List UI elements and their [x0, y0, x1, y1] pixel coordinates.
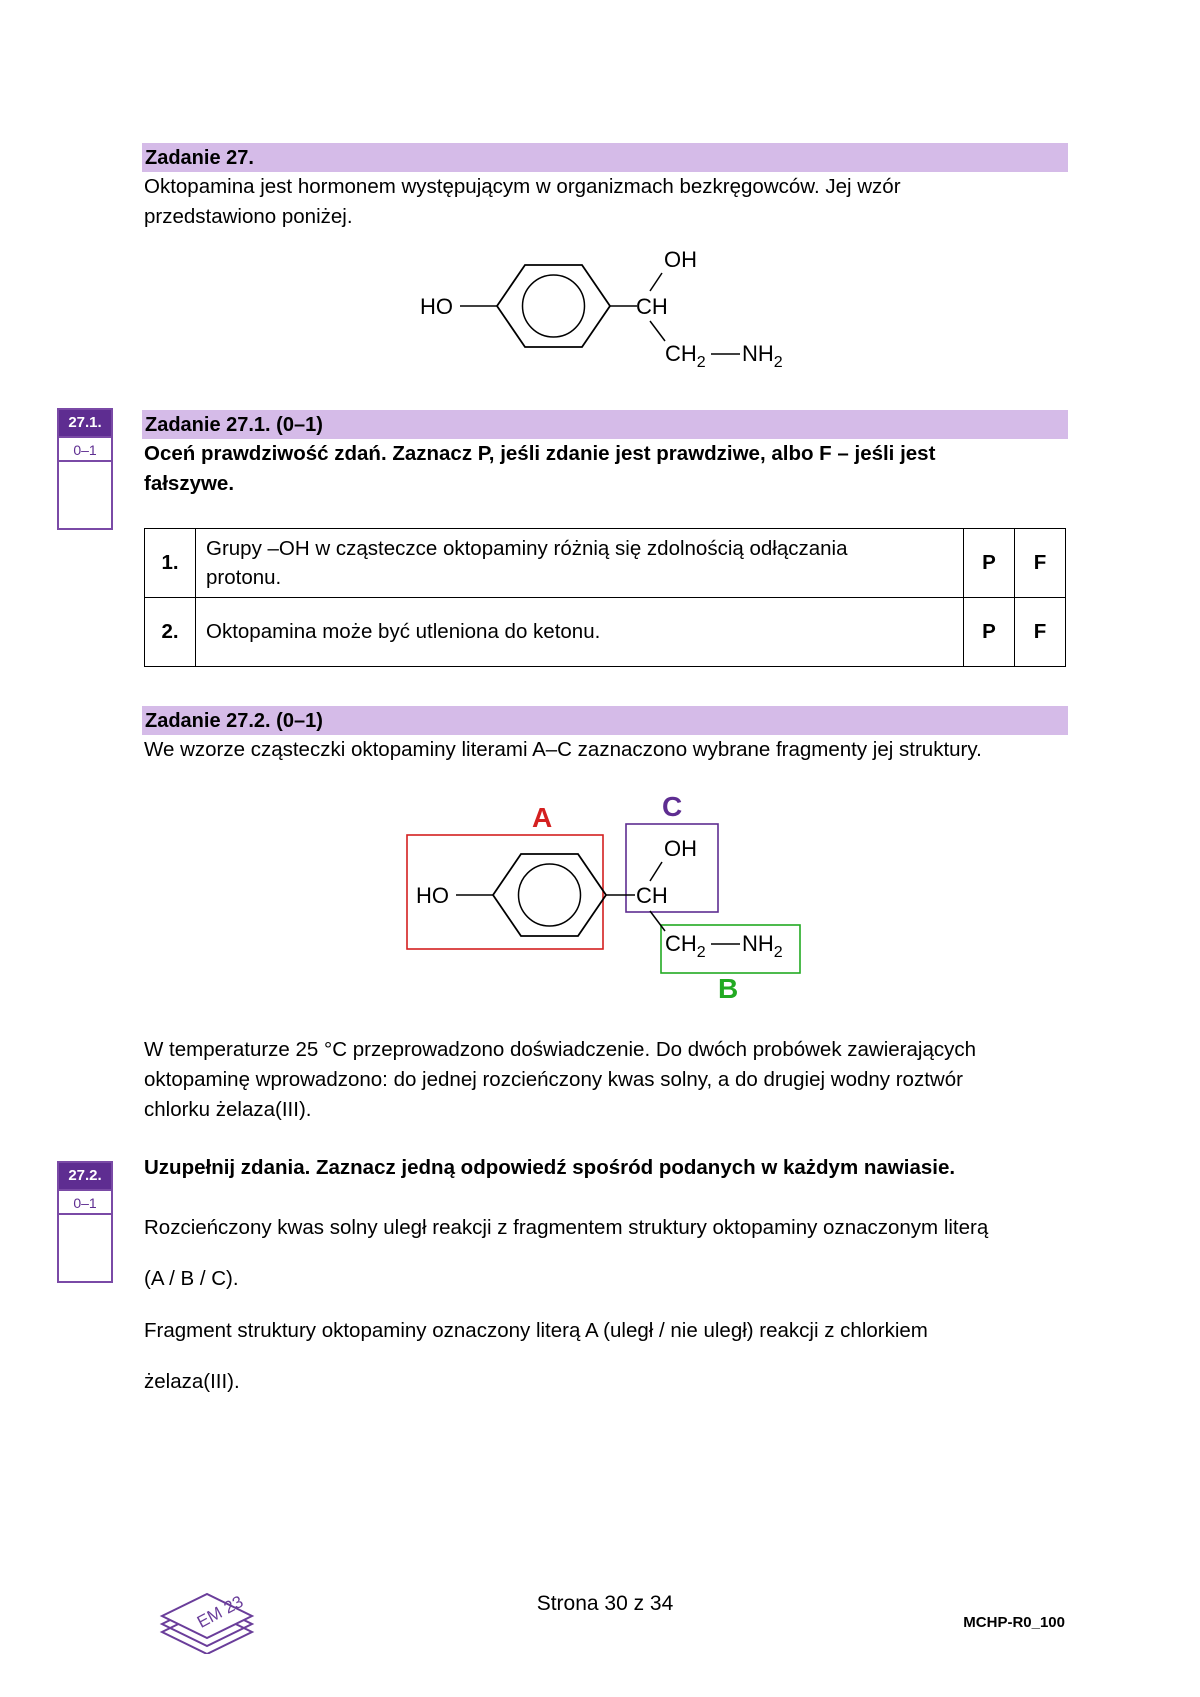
row-number: 1. — [145, 529, 196, 598]
task27-intro-line2: przedstawiono poniżej. — [144, 205, 353, 228]
score-box-points: 0–1 — [59, 436, 111, 462]
formula-oh: OH — [664, 836, 697, 861]
task27-1-instruction — [144, 439, 1074, 499]
task27-2-intro: We wzorze cząsteczki oktopaminy literami A–C zaznaczono wybrane fragmenty jej struktury. — [144, 738, 982, 761]
sentence-2-line2: żelaza(III). — [144, 1370, 240, 1393]
row-statement: Oktopamina może być utleniona do ketonu. — [196, 598, 964, 667]
formula-ch: CH — [636, 883, 668, 908]
task27-1-instruction-line1: Oceń prawdziwość zdań. Zaznacz P, jeśli zdanie jest prawdziwe, albo F – jeśli jest — [144, 442, 936, 465]
octopamine-formula-labeled — [400, 788, 820, 1008]
exam-code: MCHP-R0_100 — [963, 1614, 1065, 1631]
row-statement-line1: Grupy –OH w cząsteczce oktopaminy różnią się zdolnością odłączania — [206, 537, 848, 560]
page-number: Strona 30 z 34 — [536, 1592, 674, 1615]
score-box-number: 27.2. — [59, 1163, 111, 1189]
octopamine-formula — [400, 238, 820, 378]
task27-1-instruction-line2: fałszywe. — [144, 472, 235, 495]
task27-intro-line1: Oktopamina jest hormonem występującym w organizmach bezkręgowców. Jej wzór — [144, 175, 901, 198]
formula-ch: CH — [636, 294, 668, 319]
score-box-number: 27.1. — [59, 410, 111, 436]
experiment-line1: W temperaturze 25 °C przeprowadzono doświadczenie. Do dwóch probówek zawierających — [144, 1038, 977, 1061]
option-f[interactable]: F — [1015, 598, 1066, 667]
formula-ho: HO — [420, 294, 453, 319]
sentence-1-choices[interactable]: (A / B / C). — [144, 1267, 239, 1290]
task27-intro — [144, 172, 1074, 232]
row-number: 2. — [145, 598, 196, 667]
sentence-1-line1: Rozcieńczony kwas solny uległ reakcji z fragmentem struktury oktopaminy oznaczonym literą — [144, 1216, 989, 1239]
em-logo-icon — [152, 1582, 262, 1654]
table-row — [145, 529, 1066, 598]
sentence-2-line1[interactable]: Fragment struktury oktopaminy oznaczony literą A (uległ / nie uległ) reakcji z chlorkiem — [144, 1319, 928, 1342]
benzene-ring — [497, 265, 610, 347]
formula-oh: OH — [664, 247, 697, 272]
option-p[interactable]: P — [964, 598, 1015, 667]
task27-header: Zadanie 27. — [142, 143, 1068, 172]
task27-1-header: Zadanie 27.1. (0–1) — [142, 410, 1068, 439]
formula-nh2: $NH_2$ — [742, 341, 783, 371]
label-b: B — [718, 973, 739, 1004]
score-box-27-2 — [57, 1161, 113, 1283]
row-statement — [196, 529, 964, 598]
formula-ch2: $CH_2$ — [665, 931, 706, 961]
formula-ch2: $CH_2$ — [665, 341, 706, 371]
true-false-table — [144, 528, 1066, 667]
em-logo — [152, 1582, 262, 1654]
task27-2-instruction: Uzupełnij zdania. Zaznacz jedną odpowiedź spośród podanych w każdym nawiasie. — [144, 1156, 956, 1179]
option-f[interactable]: F — [1015, 529, 1066, 598]
logo-text: EM 23 — [194, 1591, 247, 1632]
experiment-description — [144, 1035, 1074, 1125]
label-a: A — [532, 802, 553, 833]
experiment-line3: chlorku żelaza(III). — [144, 1098, 312, 1121]
score-box-27-1 — [57, 408, 113, 530]
row-statement-line2: protonu. — [206, 566, 282, 589]
score-box-points: 0–1 — [59, 1189, 111, 1215]
table-row — [145, 598, 1066, 667]
option-p[interactable]: P — [964, 529, 1015, 598]
label-c: C — [662, 791, 683, 822]
benzene-ring — [493, 854, 606, 936]
task27-2-header: Zadanie 27.2. (0–1) — [142, 706, 1068, 735]
experiment-line2: oktopaminę wprowadzono: do jednej rozcieńczony kwas solny, a do drugiej wodny roztwór — [144, 1068, 963, 1091]
formula-nh2: $NH_2$ — [742, 931, 783, 961]
formula-ho: HO — [416, 883, 449, 908]
